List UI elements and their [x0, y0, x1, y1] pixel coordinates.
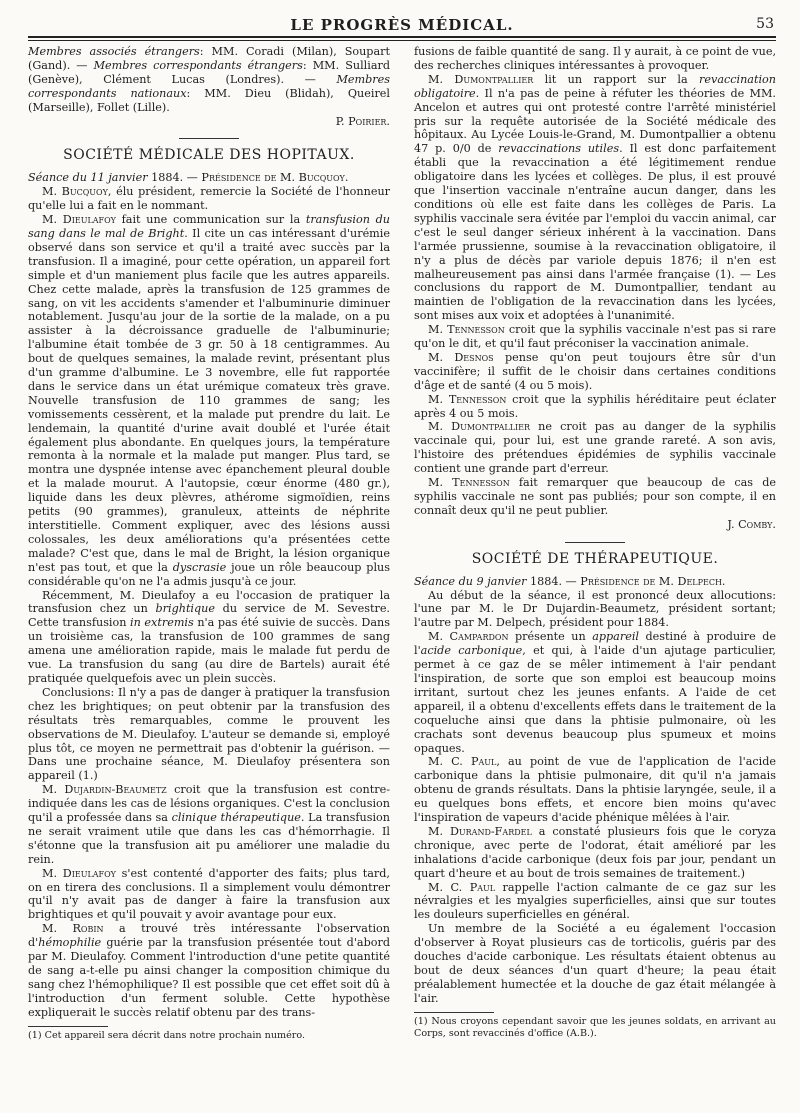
running-head	[28, 0, 776, 36]
section-rule	[565, 542, 625, 543]
paragraph-text: , et qui, à l'aide d'un ajutage particulier, permet à ce gaz de se mêler intimement à l'air pendant l'inspiration, de sorte que son emploi est beaucoup moins irritant, surtout chez les jeunes enfants. A l'aide de cet appareil, il a obtenu d'excellents effets dans le traitement de la coqueluche ainsi que dans la phtisie pulmonaire, où les crachats sont devenus beaucoup plus spumeux et moins opaques.	[414, 644, 776, 755]
paragraph-text: a constaté plusieurs fois que le coryza chronique, avec perte de l'odorat, était amélioré par les inhalations d'acide carbonique (deux fois par jour, pendant un quart d'heure et au bout de trois semaines de traitement.)	[414, 824, 776, 880]
columns	[28, 45, 776, 1042]
conclusions-paragraph: Conclusions: Il n'y a pas de danger à pratiquer la transfusion chez les brightiques; on peut obtenir par la transfusion des résultats très remarquables, comme le prouvent les observations de M. Dieulafoy. L'auteur se demande si, employé plus tôt, ce moyen ne permettrait pas d'obtenir la guérison. — Dans une prochaine séance, M. Dieulafoy présentera son appareil (1.)	[28, 685, 390, 783]
paragraph-text: rappelle l'action calmante de ce gaz sur les névralgies et les myalgies superficielles, ainsi que sur toutes les douleurs superficielles en général.	[414, 880, 776, 922]
paragraph	[414, 393, 776, 421]
speaker-name: M. Dieulafoy	[42, 866, 116, 880]
paragraph	[414, 420, 776, 476]
italic-term: brightique	[155, 602, 215, 616]
header-rule	[28, 36, 776, 41]
paragraph: Au début de la séance, il est prononcé deux allocutions: l'une par M. le Dr Dujardin-Beaumetz, président sortant; l'autre par M. Delpech, président pour 1884.	[414, 588, 776, 630]
paragraph	[28, 589, 390, 686]
paragraph-text: présente un	[508, 630, 593, 644]
paragraph-text: croit que la syphilis vaccinale n'est pas si rare qu'on le dit, et qu'il faut préconiser la vaccination animale.	[414, 323, 776, 351]
paragraph	[414, 825, 776, 881]
paragraph-text: . La transfusion ne serait vraiment utile que dans les cas d'hémorrhagie. Il s'étonne que la transfusion ait pu améliorer une maladie du rein.	[28, 811, 391, 866]
section-title-therapeutique: SOCIÉTÉ DE THÉRAPEUTIQUE.	[471, 550, 719, 567]
seance-line	[414, 575, 776, 589]
italic-term: revaccinations utiles	[498, 142, 620, 156]
paragraph	[28, 213, 390, 588]
members-text-1: : MM. Coradi (Milan), Soupart (Gand). —	[28, 45, 390, 72]
paragraph	[28, 867, 390, 923]
members-label-2: Membres correspondants étrangers	[93, 58, 303, 72]
members-label-3: Membres correspondants nationaux	[28, 72, 390, 100]
continuation-paragraph: fusions de faible quantité de sang. Il y aurait, à ce point de vue, des recherches cliniques intéressantes à provoquer.	[414, 45, 776, 72]
speaker-name: M. Tennesson	[428, 476, 510, 490]
right-column	[414, 45, 776, 1042]
paragraph-text: , au point de vue de l'application de l'acide carbonique dans la phtisie pulmonaire, dit qu'il n'a jamais obtenu de grands résultats. Dans la phtisie laryngée, seule, il a eu quelques bons effets, et encore bien moins qu'avec l'inspiration de vapeurs d'acide phénique mêlées à l'air.	[414, 755, 776, 825]
members-text-3: : MM. Dieu (Blidah), Queirel (Marseille), Follet (Lille).	[28, 86, 390, 114]
paragraph	[414, 881, 776, 923]
paragraph-text: s'est contenté d'apporter des faits; plus tard, on en tirera des conclusions. Il a simplement voulu démontrer qu'il n'y avait pas de danger à faire la transfusion aux brightiques et qu'il pouvait y avoir avantage pour eux.	[28, 866, 390, 922]
section-title-hopitaux: SOCIÉTÉ MÉDICALE DES HOPITAUX.	[63, 147, 355, 164]
page-number: 53	[756, 16, 774, 32]
paragraph	[414, 630, 776, 755]
speaker-name: M. Dumontpallier	[428, 420, 531, 434]
speaker-name: M. Robin	[42, 922, 104, 936]
speaker-name: M. C. Paul	[428, 755, 497, 769]
paragraph-text: ne croit pas au danger de la syphilis vaccinale qui, pour lui, est une grande rareté. A son avis, l'histoire des prétendues épidémies de syphilis vaccinale contient une grande part d'erreur.	[414, 420, 776, 476]
italic-term: appareil	[592, 630, 639, 644]
paragraph	[414, 476, 776, 518]
paragraph-text: . Il n'a pas de peine à réfuter les théories de MM. Ancelon et autres qui ont protesté contre l'arrêté ministériel pris sur la requête autorisée de la Société médicale des hôpitaux. Au Lycée Louis-le-Grand, M. Dumontpallier a obtenu 47 p. 0/0 de	[414, 86, 776, 156]
paragraph-text: croit que la syphilis héréditaire peut éclater après 4 ou 5 mois.	[414, 392, 776, 420]
italic-term: dyscrasie	[172, 560, 227, 574]
paragraph-text: croit que la transfusion est contre-indiquée dans les cas de lésions organiques. C'est la conclusion qu'il a professée dans sa	[28, 783, 390, 825]
paragraph-text: fait remarquer que beaucoup de cas de syphilis vaccinale ne sont pas publiés; pour son compte, il en connaît deux qu'il ne peut publier.	[414, 476, 777, 517]
paragraph-text: , élu président, remercie la Société de l'honneur qu'elle lui a fait en le nommant.	[28, 185, 390, 213]
section-rule	[179, 138, 239, 139]
seance-line	[28, 171, 390, 185]
seance-a: Séance du 9	[414, 574, 488, 588]
paragraph	[414, 323, 776, 351]
paragraph: Un membre de la Société a eu également l'occasion d'observer à Royat plusieurs cas de torticolis, guéris par des douches d'acide carbonique. Les résultats étaient obtenus au bout de deux séances d'un quart d'heure; la peau était préalablement humectée et la douche de gaz était mélangée à l'air.	[414, 922, 776, 1005]
italic-term: hémophilie	[38, 936, 102, 950]
paragraph-text: pense qu'on peut toujours être sûr d'un vaccinifère; il suffit de le choisir dans certaines conditions d'âge et de santé (4 ou 5 mois).	[414, 350, 776, 392]
paragraph	[414, 73, 776, 323]
speaker-name: M. C. Paul	[428, 880, 496, 894]
paragraph	[28, 922, 390, 1019]
paragraph-text: lit un rapport sur la	[533, 72, 700, 86]
left-column	[28, 45, 390, 1042]
paragraph-text: fait une communication sur la	[115, 213, 306, 227]
seance-b: janvier	[108, 171, 148, 185]
footnote-rule	[414, 1012, 494, 1013]
speaker-name: M. Desnos	[428, 350, 494, 364]
members-paragraph	[28, 45, 390, 115]
paragraph-text: guérie par la transfusion présentée tout d'abord par M. Dieulafoy. Comment l'introduction d'une petite quantité de sang a-t-elle pu ainsi changer la composition chimique du sang chez l'hémophilique? Il est possible que cet effet soit dû à l'introduction d'un ferment soluble. Cette hypothèse expliquerait le succès relatif obtenu par des trans-	[28, 936, 390, 1019]
italic-term: in extremis	[130, 616, 194, 630]
paragraph-text: destiné à produire de l'	[414, 630, 776, 658]
footnote-rule	[28, 1026, 108, 1027]
speaker-name: M. Dieulafoy	[42, 213, 116, 227]
paragraph-text: n'a pas été suivie de succès. Dans un troisième cas, la transfusion de 100 grammes de sang amena une amélioration rapide, mais le malade fut perdu de vue. La transfusion du sang (au dire de Bartels) aurait été pratiquée quelquefois avec un plein succès.	[28, 616, 390, 685]
speaker-name: M. Tennesson	[428, 323, 505, 337]
italic-term: clinique thérapeutique	[171, 811, 301, 825]
seance-c: 1884. — Présidence de M. Bucquoy.	[147, 171, 349, 185]
journal-title: LE PROGRÈS MÉDICAL.	[290, 16, 514, 34]
speaker-name: M. Bucquoy	[42, 185, 108, 199]
paragraph	[28, 783, 390, 866]
italic-term: revaccination obligatoire	[414, 72, 776, 100]
members-label-1: Membres associés étrangers	[28, 45, 200, 58]
speaker-name: M. Durand-Fardel	[428, 824, 532, 838]
signature-comby: J. Comby.	[727, 517, 776, 531]
seance-a: Séance du 11	[28, 171, 109, 185]
paragraph-text: Récemment, M. Dieulafoy a eu l'occasion de pratiquer la transfusion chez un	[28, 588, 390, 616]
speaker-name: M. Dumontpallier	[428, 72, 534, 86]
speaker-name: M. Dujardin-Beaumetz	[42, 783, 167, 797]
footnote: (1) Nous croyons cependant savoir que les jeunes soldats, en arrivant au Corps, sont revaccinés d'office (A.B.).	[414, 1015, 776, 1039]
paragraph-text: . Il est donc parfaitement établi que la revaccination a été légitimement rendue obligatoire dans les lycées et collèges. De plus, il est prouvé que l'insertion vaccinale n'entraîne aucun danger, dans les conditions où elle est faite dans les collèges de Paris. La syphilis vaccinale sera évitée par l'emploi du vaccin animal, car c'est le seul danger sérieux inhérent à la vaccination. Dans l'armée prussienne, soumise à la revaccination obligatoire, il n'y a plus de décès par variole depuis 1876; il n'en est malheureusement pas ainsi dans l'armée française (1). — Les conclusions du rapport de M. Dumontpallier, tendant au maintien de l'obligation de la revaccination dans les lycées, sont mises aux voix et adoptées à l'unanimité.	[414, 142, 776, 323]
seance-c: 1884. — Présidence de M. Delpech.	[526, 574, 726, 588]
paragraph-text: du service de M. Sevestre. Cette transfusion	[28, 602, 390, 630]
members-text-2: : MM. Sulliard (Genève), Clément Lucas (Londres). —	[28, 58, 390, 86]
seance-b: janvier	[487, 574, 527, 588]
paragraph-text: . Il cite un cas intéressant d'urémie observé dans son service et qu'il a traité avec succès par la transfusion. Il a imaginé, pour cette opération, un appareil fort simple et d'un maniement plus facile que les autres appareils. Chez cette malade, après la transfusion de 125 grammes de sang, on vit les accidents s'amender et l'albuminurie diminuer notablement. Jusqu'au jour de la sortie de la malade, on a pu assister à la décroissance graduelle de l'albuminurie; l'albumine était tombée de 3 gr. 50 à 18 centigrammes. Au bout de quelques semaines, la malade revint, présentant plus d'un gramme d'albumine. Le 3 novembre, elle fut rapportée dans le service dans un état urémique comateux très grave. Nouvelle transfusion de 110 grammes de sang; les vomissements cessèrent, et la malade put prendre du lait. Le lendemain, la quantité d'urine avait doublé et l'urée était également plus abondante. En quelques jours, la température remonta à la normale et la malade put manger. Plus tard, se montra une dyspnée intense avec épanchement pleural double et la malade mourut. A l'autopsie, cœur énorme (480 gr.), liquide dans les deux plèvres, athérome sigmoïdien, reins petits (90 grammes), granuleux, atteints de néphrite interstitielle. Comment expliquer, avec des lésions aussi colossales, les deux améliorations qu'a présentées cette malade? C'est que, dans le mal de Bright, la lésion organique n'est pas tout, et que la	[28, 226, 390, 574]
paragraph-text: a trouvé très intéressante l'observation d'	[28, 922, 390, 950]
italic-term: acide carbonique	[420, 644, 523, 658]
paragraph	[28, 185, 390, 213]
paragraph-text: joue un rôle beaucoup plus considérable qu'on ne l'a admis jusqu'à ce jour.	[28, 560, 390, 588]
italic-term: transfusion du sang dans le mal de Bright	[28, 213, 390, 240]
paragraph	[414, 755, 776, 825]
speaker-name: M. Campardon	[428, 630, 509, 644]
signature-poirier: P. Poirier.	[335, 114, 390, 128]
paragraph	[414, 351, 776, 393]
footnote: (1) Cet appareil sera décrit dans notre prochain numéro.	[28, 1029, 306, 1041]
speaker-name: M. Tennesson	[428, 392, 507, 406]
